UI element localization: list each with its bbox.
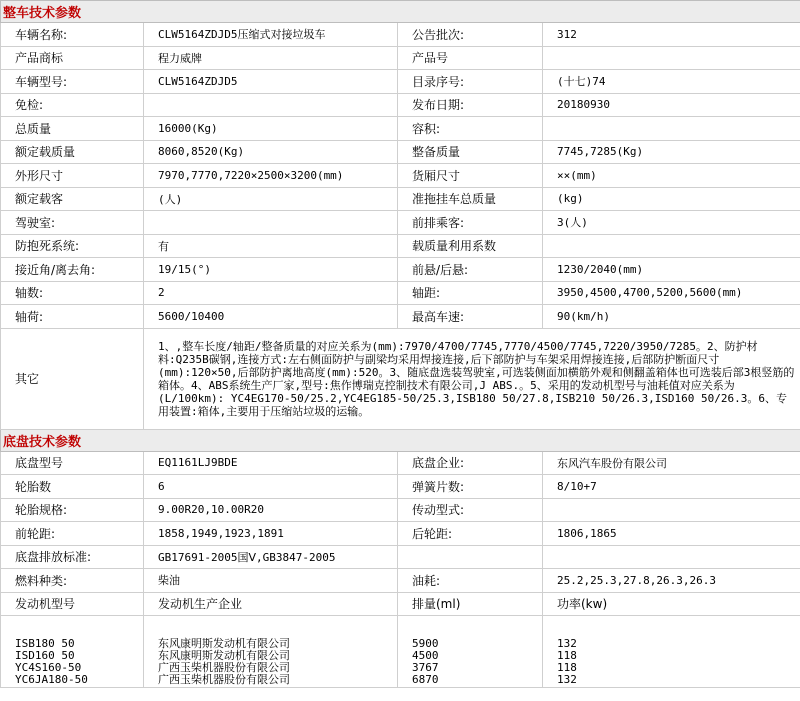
spec-row: [1, 234, 800, 258]
spec-row: [1, 46, 800, 70]
spec-label: [398, 545, 543, 569]
spec-label: 外形尺寸: [1, 164, 144, 188]
spec-row: [1, 522, 800, 546]
spec-row: [1, 23, 800, 47]
engine-displacement: 6870: [412, 672, 439, 686]
spec-label: 总质量: [1, 117, 144, 141]
engine-power-cell: [543, 615, 800, 687]
spec-row: [1, 211, 800, 235]
engine-power: 118: [557, 660, 577, 674]
spec-label: 底盘企业:: [398, 451, 543, 475]
spec-row: [1, 117, 800, 141]
spec-label: 底盘型号: [1, 451, 144, 475]
spec-label: 发布日期:: [398, 93, 543, 117]
engine-header-row: [1, 592, 800, 615]
engine-maker-cell: [144, 615, 398, 687]
spec-value: [144, 211, 398, 235]
spec-value: 1858,1949,1923,1891: [144, 522, 398, 546]
spec-value: EQ1161LJ9BDE: [144, 451, 398, 475]
spec-label: 轮胎数: [1, 475, 144, 499]
spec-value: (人): [144, 187, 398, 211]
spec-label: 接近角/离去角:: [1, 258, 144, 282]
engine-displacement: 4500: [412, 648, 439, 662]
spec-value: (十七)74: [543, 70, 800, 94]
spec-value: [543, 117, 800, 141]
engine-model: ISB180 50: [15, 636, 75, 650]
spec-label: 最高车速:: [398, 305, 543, 329]
spec-label: 公告批次:: [398, 23, 543, 47]
spec-value: 柴油: [144, 569, 398, 593]
spec-label: 燃料种类:: [1, 569, 144, 593]
engine-displacement: 5900: [412, 636, 439, 650]
spec-label: 轴荷:: [1, 305, 144, 329]
spec-value: 8/10+7: [543, 475, 800, 499]
spec-value: 9.00R20,10.00R20: [144, 498, 398, 522]
spec-row: [1, 93, 800, 117]
spec-row: [1, 451, 800, 475]
spec-label: 目录序号:: [398, 70, 543, 94]
engine-power: 118: [557, 648, 577, 662]
spec-label: 底盘排放标准:: [1, 545, 144, 569]
spec-label: 车辆名称:: [1, 23, 144, 47]
engine-maker: 广西玉柴机器股份有限公司: [158, 660, 290, 674]
spec-value: 25.2,25.3,27.8,26.3,26.3: [543, 569, 800, 593]
spec-value: CLW5164ZDJD5压缩式对接垃圾车: [144, 23, 398, 47]
vehicle-section-title: 整车技术参数: [1, 1, 800, 23]
spec-value: 6: [144, 475, 398, 499]
spec-value: CLW5164ZDJD5: [144, 70, 398, 94]
spec-row: [1, 281, 800, 305]
spec-row: [1, 187, 800, 211]
spec-value: 2: [144, 281, 398, 305]
spec-label: 油耗:: [398, 569, 543, 593]
spec-value: 1806,1865: [543, 522, 800, 546]
spec-value: 90(km/h): [543, 305, 800, 329]
spec-value: 有: [144, 234, 398, 258]
spec-value: [543, 498, 800, 522]
spec-value: 1230/2040(mm): [543, 258, 800, 282]
spec-row: [1, 498, 800, 522]
section-header: [1, 1, 800, 23]
spec-value: 312: [543, 23, 800, 47]
other-label: 其它: [1, 328, 144, 429]
spec-label: 轴数:: [1, 281, 144, 305]
spec-value: ××(mm): [543, 164, 800, 188]
engine-maker: 东风康明斯发动机有限公司: [158, 636, 290, 650]
spec-label: 前悬/后悬:: [398, 258, 543, 282]
engine-displacement: 3767: [412, 660, 439, 674]
spec-value: 7745,7285(Kg): [543, 140, 800, 164]
spec-value: 5600/10400: [144, 305, 398, 329]
spec-row: [1, 258, 800, 282]
chassis-section: [1, 429, 800, 687]
spec-label: 产品商标: [1, 46, 144, 70]
engine-maker: 广西玉柴机器股份有限公司: [158, 672, 290, 686]
spec-label: 容积:: [398, 117, 543, 141]
spec-label: 后轮距:: [398, 522, 543, 546]
engine-power: 132: [557, 672, 577, 686]
spec-label: 整备质量: [398, 140, 543, 164]
spec-label: 前排乘客:: [398, 211, 543, 235]
spec-row: [1, 569, 800, 593]
other-notes-row: [1, 328, 800, 429]
engine-maker-header: 发动机生产企业: [144, 592, 398, 615]
engine-displacement-header: 排量(ml): [398, 592, 543, 615]
engine-model: YC4S160-50: [15, 660, 82, 674]
spec-value: 16000(Kg): [144, 117, 398, 141]
engine-model-cell: [1, 615, 144, 687]
section-header: [1, 429, 800, 451]
spec-label: 传动型式:: [398, 498, 543, 522]
spec-label: 免检:: [1, 93, 144, 117]
spec-value: GB17691-2005国Ⅴ,GB3847-2005: [144, 545, 398, 569]
spec-row: [1, 164, 800, 188]
engine-displacement-cell: [398, 615, 543, 687]
spec-value: 7970,7770,7220×2500×3200(mm): [144, 164, 398, 188]
spec-label: 驾驶室:: [1, 211, 144, 235]
spec-value: [543, 46, 800, 70]
spec-value: 3950,4500,4700,5200,5600(mm): [543, 281, 800, 305]
spec-value: 3(人): [543, 211, 800, 235]
vehicle-section: [1, 1, 800, 430]
spec-row: [1, 545, 800, 569]
spec-row: [1, 140, 800, 164]
spec-value: 东风汽车股份有限公司: [543, 451, 800, 475]
spec-label: 货厢尺寸: [398, 164, 543, 188]
spec-value: 程力威牌: [144, 46, 398, 70]
engine-maker: 东风康明斯发动机有限公司: [158, 648, 290, 662]
spec-row: [1, 475, 800, 499]
other-notes-text: 1、,整车长度/轴距/整备质量的对应关系为(mm):7970/4700/7745,7770/4500/7745,7220/3950/7285。2、防护材料:Q235B碳钢,连接方式:左右侧面防护与副梁均采用焊接连接,后下部防护与车架采用焊接连接,后部防护断面尺寸(mm):120×50,后部防护离地高度(mm):520。3、随底盘选装驾驶室,可选装侧面加横筋外观和侧翻盖箱体也可选装后部3根竖筋的箱体。4、ABS系统生产厂家,型号:焦作博瑞克控制技术有限公司,J ABS.。5、采用的发动机型号与油耗值对应关系为(L/100km): YC4EG170-50/25.2,YC4EG185-50/25.3,ISB180 50/27.8,ISB210 50/26.3,ISD160 50/26.3。6、专用装置:箱体,主要用于压缩站垃圾的运输。: [144, 328, 800, 429]
spec-label: 弹簧片数:: [398, 475, 543, 499]
spec-label: 额定载客: [1, 187, 144, 211]
spec-value: 20180930: [543, 93, 800, 117]
spec-value: [543, 234, 800, 258]
spec-label: 轮胎规格:: [1, 498, 144, 522]
spec-value: [543, 545, 800, 569]
spec-label: 载质量利用系数: [398, 234, 543, 258]
spec-label: 产品号: [398, 46, 543, 70]
spec-label: 车辆型号:: [1, 70, 144, 94]
spec-value: [144, 93, 398, 117]
chassis-section-title: 底盘技术参数: [1, 429, 800, 451]
spec-value: 8060,8520(Kg): [144, 140, 398, 164]
spec-value: 19/15(°): [144, 258, 398, 282]
spec-label: 准拖挂车总质量: [398, 187, 543, 211]
spec-value: (kg): [543, 187, 800, 211]
engine-model-header: 发动机型号: [1, 592, 144, 615]
engine-power-header: 功率(kw): [543, 592, 800, 615]
spec-row: [1, 70, 800, 94]
engine-model: ISD160 50: [15, 648, 75, 662]
spec-label: 防抱死系统:: [1, 234, 144, 258]
engine-power: 132: [557, 636, 577, 650]
spec-label: 轴距:: [398, 281, 543, 305]
engine-model: YC6JA180-50: [15, 672, 88, 686]
engine-list-row: [1, 615, 800, 687]
spec-row: [1, 305, 800, 329]
spec-label: 前轮距:: [1, 522, 144, 546]
spec-label: 额定载质量: [1, 140, 144, 164]
